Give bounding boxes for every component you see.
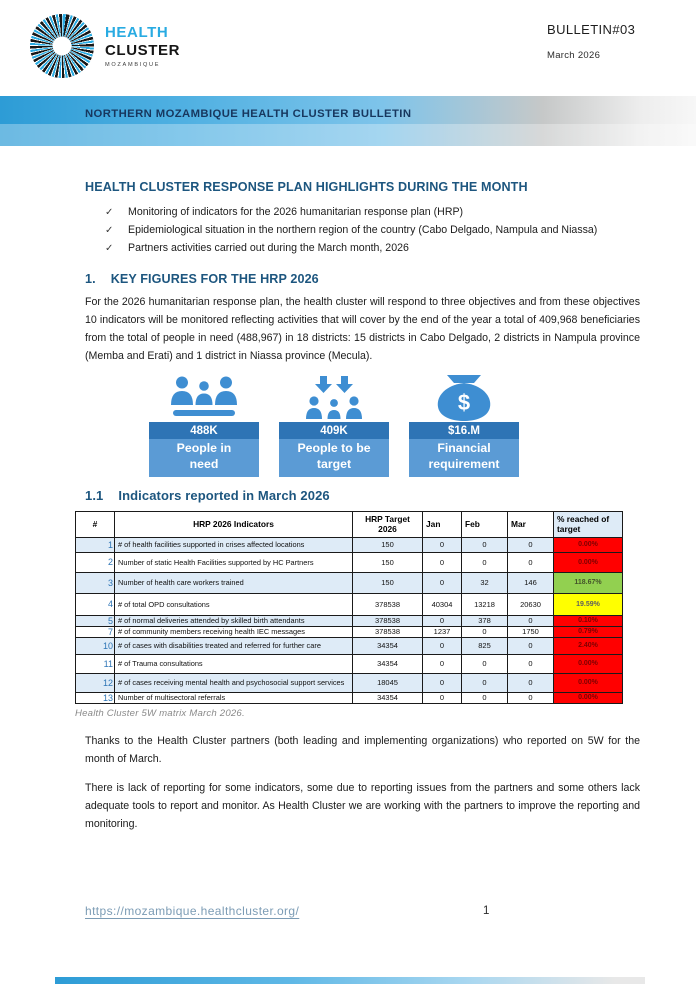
table-row: 13 Number of multisectoral referrals 34354 0 0 0 0.00% — [76, 692, 623, 703]
card-value: 409K — [279, 422, 389, 439]
list-item — [85, 239, 640, 257]
status-badge: 0.10% — [554, 615, 623, 626]
people-targeted-icon — [279, 372, 389, 422]
col-header-mar: Mar — [508, 511, 554, 537]
table-row: 4 # of total OPD consultations 378538 40304 13218 20630 19.59% — [76, 593, 623, 615]
highlight-text: Partners activities carried out during the March month, 2026 — [128, 242, 409, 254]
issue-block — [547, 22, 635, 61]
table-header-row — [76, 511, 623, 537]
section-title-text: KEY FIGURES FOR THE HRP 2026 — [110, 272, 319, 286]
status-badge: 0.00% — [554, 654, 623, 673]
reporting-paragraph: There is lack of reporting for some indicators, some due to reporting issues from the partners and some others lack adequate tools to report and monitor. As Health Cluster we are working with the partners to improve the reporting and monitoring. — [85, 781, 640, 830]
highlights-title: HEALTH CLUSTER RESPONSE PLAN HIGHLIGHTS DURING THE MONTH — [85, 180, 528, 194]
highlights-list — [85, 203, 640, 257]
financial-requirement-card — [409, 372, 519, 477]
col-header-num: # — [76, 511, 115, 537]
status-badge: 0.00% — [554, 552, 623, 572]
logo-word-mozambique: MOZAMBIQUE — [105, 61, 161, 68]
col-header-feb: Feb — [462, 511, 508, 537]
page-number: 1 — [483, 905, 490, 917]
people-in-need-icon — [149, 372, 259, 422]
col-header-jan: Jan — [423, 511, 462, 537]
banner-title: NORTHERN MOZAMBIQUE HEALTH CLUSTER BULLETIN — [85, 108, 412, 120]
col-header-target: HRP Target 2026 — [353, 511, 423, 537]
logo-word-health: HEALTH — [105, 24, 169, 42]
table-row: 2 Number of static Health Facilities supported by HC Partners 150 0 0 0 0.00% — [76, 552, 623, 572]
status-badge: 0.00% — [554, 537, 623, 552]
section-number: 1. — [85, 272, 96, 286]
title-banner — [0, 96, 696, 146]
highlight-text: Epidemiological situation in the northern region of the country (Cabo Delgado, Nampula and Niassa) — [128, 224, 598, 236]
bulletin-number: BULLETIN#03 — [547, 22, 636, 37]
thanks-paragraph: Thanks to the Health Cluster partners (both leading and implementing organizations) who reported on 5W for the month of March. — [85, 734, 640, 765]
card-label: People in need — [149, 439, 259, 477]
bottom-bar — [55, 977, 645, 984]
card-value: 488K — [149, 422, 259, 439]
logo-word-cluster: CLUSTER — [105, 41, 181, 59]
money-bag-icon — [409, 372, 519, 422]
document-body — [75, 146, 640, 833]
health-cluster-logo — [30, 14, 180, 78]
key-figures-cards — [149, 372, 640, 477]
card-label: People to be target — [279, 439, 389, 477]
indicators-table — [75, 511, 640, 704]
status-badge: 19.59% — [554, 593, 623, 615]
status-badge: 0.00% — [554, 673, 623, 692]
list-item — [85, 203, 640, 221]
highlight-text: Monitoring of indicators for the 2026 humanitarian response plan (HRP) — [128, 206, 464, 218]
card-value: $16.M — [409, 422, 519, 439]
table-caption: Health Cluster 5W matrix March 2026. — [75, 707, 245, 719]
section-title-text: Indicators reported in March 2026 — [118, 487, 330, 503]
key-figures-paragraph: For the 2026 humanitarian response plan, the health cluster will respond to three objectives and from these objectives 10 indicators will be monitored reflecting activities that will cover by the end of the year a total of 409,968 beneficiaries from the total of people in need (488,967) in 18 districts: 15 districts in Cabo Delgado, 2 districts in Nampula province (Memba and Erati) and 1 district in Niassa province (Mecula). — [85, 296, 640, 362]
status-badge: 0.00% — [554, 692, 623, 703]
card-label: Financial requirement — [409, 439, 519, 477]
table-row: 3 Number of health care workers trained 150 0 32 146 118.67% — [76, 572, 623, 593]
table-row: 10 # of cases with disabilities treated and referred for further care 34354 0 825 0 2.40% — [76, 637, 623, 654]
col-header-indicator: HRP 2026 Indicators — [115, 511, 353, 537]
check-icon: ✓ — [105, 225, 114, 236]
status-badge: 118.67% — [554, 572, 623, 593]
logo-wordmark — [105, 24, 180, 68]
table-row: 1 # of health facilities supported in crises affected locations 150 0 0 0 0.00% — [76, 537, 623, 552]
indicators-title — [85, 488, 640, 503]
check-icon: ✓ — [105, 243, 114, 254]
footer-link[interactable]: https://mozambique.healthcluster.org/ — [85, 904, 300, 918]
table-row: 5 # of normal deliveries attended by skilled birth attendants 378538 0 378 0 0.10% — [76, 615, 623, 626]
section-number: 1.1 — [85, 487, 104, 503]
table-row: 7 # of community members receiving health IEC messages 378538 1237 0 1750 0.79% — [76, 626, 623, 637]
bulletin-date: March 2026 — [547, 50, 601, 61]
svg-text:$: $ — [457, 390, 471, 415]
status-badge: 2.40% — [554, 637, 623, 654]
check-icon: ✓ — [105, 207, 114, 218]
col-header-pct: % reached of target — [554, 511, 623, 537]
list-item — [85, 221, 640, 239]
table-row: 12 # of cases receiving mental health and psychosocial support services 18045 0 0 0 0.00% — [76, 673, 623, 692]
status-badge: 0.79% — [554, 626, 623, 637]
table-row: 11 # of Trauma consultations 34354 0 0 0 0.00% — [76, 654, 623, 673]
logo-spiral-icon — [30, 14, 94, 78]
key-figures-title — [85, 272, 640, 286]
people-targeted-card — [279, 372, 389, 477]
people-in-need-card — [149, 372, 259, 477]
